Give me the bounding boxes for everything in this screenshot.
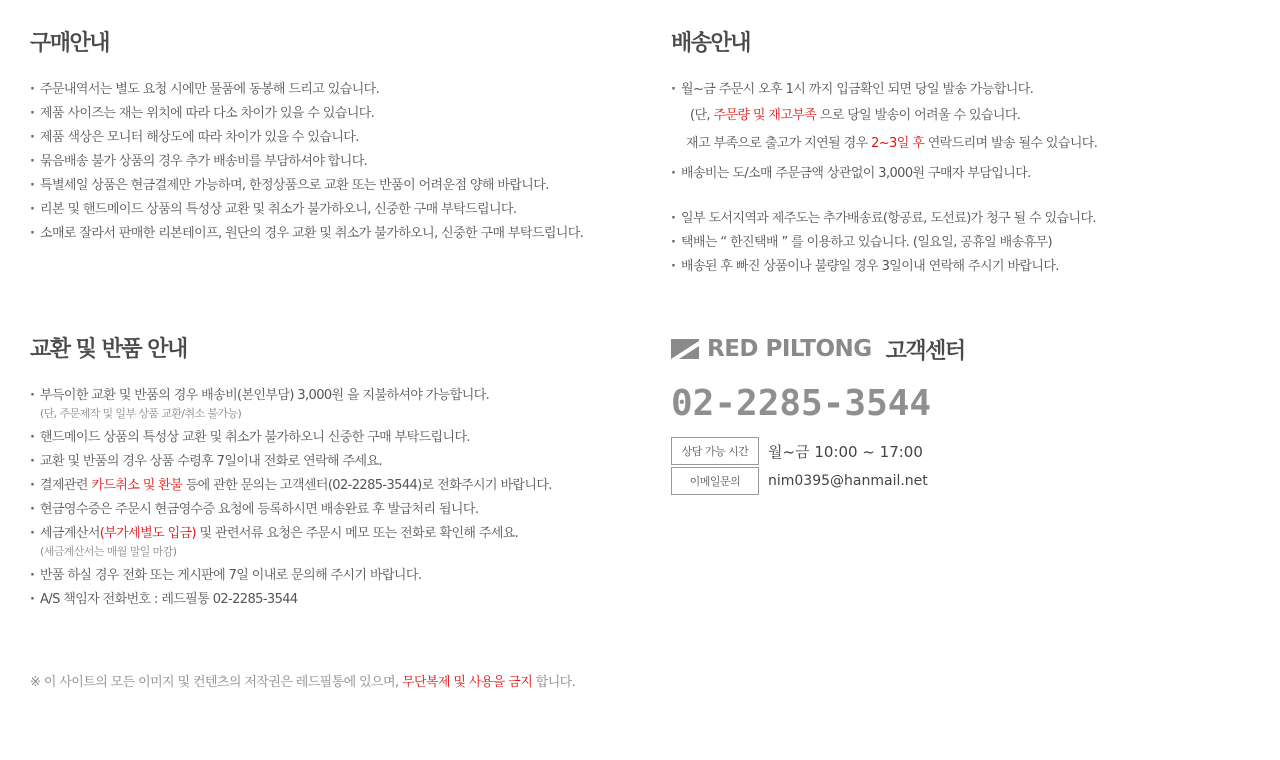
list-item: · 핸드메이드 상품의 특성상 교환 및 취소가 불가하오니 신중한 구매 부탁드립니다.	[30, 426, 640, 450]
list-item: · 묶음배송 불가 상품의 경우 추가 배송비를 부담하셔야 합니다.	[30, 150, 640, 174]
copyright-post: 합니다.	[532, 675, 576, 690]
exchange-item-1: 부득이한 교환 및 반품의 경우 배송비(본인부담) 3,000원 을 지불하셔야 가능합니다.	[40, 388, 490, 403]
delay-days-highlight: 2~3일 후	[871, 136, 925, 151]
exchange-item-1-note: (단, 주문제작 및 일부 상품 교환/취소 불가능)	[40, 407, 242, 420]
email-label: 이메일문의	[671, 467, 759, 495]
hours-label: 상담 가능 시간	[671, 437, 759, 465]
delivery-list	[671, 78, 1261, 279]
left-column	[30, 30, 640, 607]
brand-name: RED PILTONG	[707, 336, 872, 362]
hours-row	[671, 436, 1261, 466]
list-item: · 반품 하실 경우 전화 또는 게시판에 7일 이내로 문의해 주시기 바랍니다.	[30, 564, 640, 588]
copyright-notice	[30, 671, 575, 690]
list-item: · 택배는 “ 한진택배 ” 를 이용하고 있습니다. (일요일, 공휴일 배송휴무)	[671, 231, 1261, 255]
email-row	[671, 466, 1261, 496]
exchange-item-6-pre: 세금계산서	[40, 526, 100, 541]
list-item	[671, 78, 1261, 158]
customer-center-title: 고객센터	[885, 338, 965, 364]
exchange-item-6-note: (세금계산서는 매월 말일 마감)	[40, 545, 177, 558]
copyright-pre: ※ 이 사이트의 모든 이미지 및 컨텐츠의 저작권은 레드필통에 있으며,	[30, 675, 403, 690]
hours-value: 월~금 10:00 ~ 17:00	[768, 442, 923, 461]
exchange-item-4-post: 등에 관한 문의는 고객센터(02-2285-3544)로 전화주시기 바랍니다.	[182, 478, 552, 493]
list-item: · 배송비는 도/소매 주문금액 상관없이 3,000원 구매자 부담입니다.	[671, 162, 1261, 186]
list-item: · 현금영수증은 주문시 현금영수증 요청에 등록하시면 배송완료 후 발급처리 됩니다.	[30, 498, 640, 522]
customer-center-section	[671, 334, 1261, 496]
delivery-note-1-pre: (단,	[690, 108, 714, 123]
list-item: · 배송된 후 빠진 상품이나 불량일 경우 3일이내 연락해 주시기 바랍니다.	[671, 255, 1261, 279]
list-item: · A/S 책임자 전화번호 : 레드필통 02-2285-3544	[30, 588, 640, 612]
delivery-note-line-1	[681, 102, 1261, 130]
stock-shortage-highlight: 주문량 및 재고부족	[713, 108, 817, 123]
list-item	[30, 474, 640, 498]
exchange-title: 교환 및 반품 안내	[30, 337, 187, 362]
purchase-title: 구매안내	[30, 31, 110, 56]
purchase-section	[30, 30, 640, 246]
delivery-title: 배송안내	[671, 31, 751, 56]
red-piltong-logo-icon	[671, 339, 699, 359]
list-item: · 제품 사이즈는 재는 위치에 따라 다소 차이가 있을 수 있습니다.	[30, 102, 640, 126]
email-link[interactable]: nim0395@hanmail.net	[768, 473, 928, 489]
exchange-item-6-post: 및 관련서류 요청은 주문시 메모 또는 전화로 확인해 주세요.	[195, 526, 519, 541]
delivery-note-2-post: 연락드리며 발송 될수 있습니다.	[924, 136, 1098, 151]
list-item	[30, 522, 640, 561]
card-cancel-refund-highlight: 카드취소 및 환불	[91, 478, 183, 493]
delivery-note-line-2	[681, 130, 1261, 158]
customer-center-header	[671, 334, 1261, 364]
contact-info	[671, 436, 1261, 496]
list-item: · 소매로 잘라서 판매한 리본테이프, 원단의 경우 교환 및 취소가 불가하오니, 신중한 구매 부탁드립니다.	[30, 222, 640, 246]
delivery-item-1: 월~금 주문시 오후 1시 까지 입금확인 되면 당일 발송 가능합니다.	[681, 82, 1034, 97]
list-item: · 리본 및 핸드메이드 상품의 특성상 교환 및 취소가 불가하오니, 신중한 구매 부탁드립니다.	[30, 198, 640, 222]
list-item: · 교환 및 반품의 경우 상품 수령후 7일이내 전화로 연락해 주세요.	[30, 450, 640, 474]
purchase-list	[30, 78, 640, 246]
list-item	[30, 384, 640, 423]
delivery-section	[671, 30, 1261, 279]
right-column	[671, 30, 1261, 489]
exchange-list	[30, 384, 640, 612]
vat-highlight: (부가세별도 입금)	[99, 526, 196, 541]
copyright-warning-highlight: 무단복제 및 사용을 금지	[402, 675, 533, 690]
list-item: · 일부 도서지역과 제주도는 추가배송료(항공료, 도선료)가 청구 될 수 있습니다.	[671, 207, 1261, 231]
list-item: · 제품 색상은 모니터 해상도에 따라 차이가 있을 수 있습니다.	[30, 126, 640, 150]
phone-number[interactable]: 02-2285-3544	[671, 383, 932, 424]
delivery-note-2-pre: 재고 부족으로 출고가 지연될 경우	[686, 136, 872, 151]
exchange-section	[30, 336, 640, 612]
list-item: · 주문내역서는 별도 요청 시에만 물품에 동봉해 드리고 있습니다.	[30, 78, 640, 102]
delivery-note-1-post: 으로 당일 발송이 어려울 수 있습니다.	[816, 108, 1021, 123]
list-item: · 특별세일 상품은 현금결제만 가능하며, 한정상품으로 교환 또는 반품이 어려운점 양해 바랍니다.	[30, 174, 640, 198]
exchange-item-4-pre: 결제관련	[40, 478, 92, 493]
